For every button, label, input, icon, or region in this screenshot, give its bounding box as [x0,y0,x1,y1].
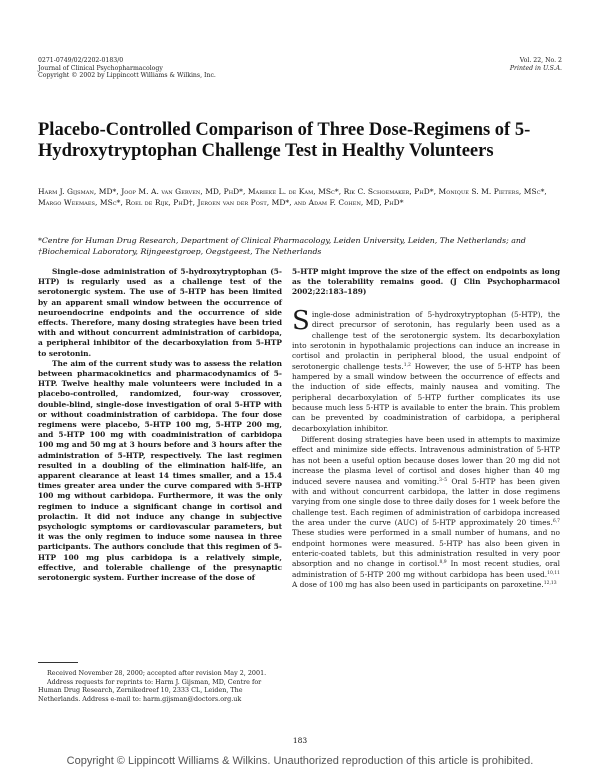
journal-code: 0271-0749/02/2202-0183/0 [38,57,124,64]
affiliations: *Centre for Human Drug Research, Department of Clinical Pharmacology, Leiden University, Leiden, The Netherlands; and †Biochemical Laboratory, Rijngeestgroep, Oegstgeest, The Netherlands [38,236,526,257]
body-text [292,306,561,591]
abstract-paragraph-1: Single-dose administration of 5-hydroxytryptophan (5-HTP) is regularly used as a challenge test of the serotonergic system. The use of 5-HTP has been limited by an apparent small window between the occurrence of neuroendocrine endpoints and the occurrence of side effects. Therefore, many dosing strategies have been tried with and without concurrent administration of carbidopa, a peripheral inhibitor of the decarboxylation from 5-HTP to serotonin. [38,267,282,358]
journal-header-right [510,57,562,72]
citation: 6,7 [552,518,560,524]
drop-cap: S [292,306,310,336]
copyright-notice: Copyright © Lippincott Williams & Wilkins. Unauthorized reproduction of this article is prohibited. [66,755,534,767]
journal-copyright: Copyright © 2002 by Lippincott Williams & Wilkins, Inc. [38,72,216,80]
citation: 12,13 [543,580,557,586]
footnote-divider [38,662,78,663]
citation: 1,2 [403,362,411,368]
journal-header-left [38,57,216,80]
printed-in: Printed in U.S.A. [509,64,562,72]
citation: 3–5 [439,477,448,483]
reprint-address: Address requests for reprints to: Harm J. Gijsman, MD, Centre for Human Drug Research, Zernikedreef 10, 2333 CL, Leiden, The Netherlands. Address e-mail to: harm.gijsman@doctors.org.uk [38,677,262,703]
footnote [38,669,282,703]
abstract-continuation: 5-HTP might improve the size of the effect on endpoints as long as the tolerability remains good. (J Clin Psychopharmacol 2002;22:183–189) [292,267,560,297]
journal-name: Journal of Clinical Psychopharmacology [38,64,163,72]
citation: 10,11 [547,570,560,576]
body-paragraph-2: Different dosing strategies have been used in attempts to maximize effect and minimize side effects. Intravenous administration of 5-HTP has not been a useful option because doses lower than 20 mg did not increase the plasma level of cortisol and doses higher than 40 mg induced severe nausea and vomiting.$^{3-5}$ Oral 5-HTP has been given with and without concurrent carbidopa, the latter in dose regimens varying from one single dose to three daily doses for 1 week before the challenge test. Each regimen of administration of carbidopa increased the area under the curve (AUC) of 5-HTP approximately 20 times.$^{6,7}$ These studies were performed in a small number of humans, and no endpoint hormones were measured. 5-HTP has also been given in enteric-coated tablets, but this administration resulted in very poor absorption and no change in cortisol.$^{8,9}$ In most recent studies, oral administration of 5-HTP 200 mg without carbidopa has been used.$^{10,11}$ A dose of 100 mg has also been used in participants on paroxetine.$^{12,13}$ [292,435,561,589]
abstract [38,267,282,583]
body-paragraph-1: Single-dose administration of 5-hydroxytryptophan (5-HTP), the direct precursor of serotonin, has regularly been used as a challenge test of the serotonergic system. Its decarboxylation into serotonin in hypothalamic projections can induce an increase in cortisol and prolactin in peripheral blood, the usual endpoint of serotonergic challenge tests.$^{1,2}$ However, the use of 5-HTP has been hampered by a small window between the occurrence of effects and the induction of side effects, mainly nausea and vomiting. The peripheral decarboxylation of 5-HTP further complicates its use because much less 5-HTP is available to enter the brain. This problem can be prevented by coadministration of carbidopa, a peripheral decarboxylation inhibitor. [292,306,561,433]
received-date: Received November 28, 2000; accepted after revision May 2, 2001. [47,669,267,677]
page-number: 183 [292,736,308,745]
journal-volume: Vol. 22, No. 2 [519,57,562,64]
citation: 8,9 [439,560,447,566]
abstract-paragraph-2: The aim of the current study was to assess the relation between pharmacokinetics and pharmacodynamics of 5-HTP. Twelve healthy male volunteers were included in a placebo-controlled, randomized, four-way crossover, double-blind, single-dose investigation of oral 5-HTP with or without coadministration of carbidopa. The four dose regimens were placebo, 5-HTP 100 mg, 5-HTP 200 mg, and 5-HTP 100 mg with coadministration of carbidopa 100 mg and 50 mg at 3 hours before and 3 hours after the administration of 5-HTP, respectively. The last regimen resulted in a doubling of the elimination half-life, an apparent clearance at least 14 times smaller, and a 15.4 times greater area under the curve compared with 5-HTP 100 mg without carbidopa. Furthermore, it was the only regimen to induce a significant change in cortisol and prolactin. It did not induce any change in subjective psychologic symptoms or cardiovascular parameters, but it was the only regimen to induce some nausea in three participants. The authors conclude that this regimen of 5-HTP 100 mg plus carbidopa is a relatively simple, effective, and tolerable challenge of the presynaptic serotonergic system. Further increase of the dose of [38,358,282,583]
author-list: Harm J. Gijsman, MD*, Joop M. A. van Gerven, MD, PhD*, Marieke L. de Kam, MSc*, Rik C. Schoemaker, PhD*, Monique S. M. Pieters, MSc*, Margo Weemaes, MSc*, Roel de Rijk, PhD†, Jeroen van der Post, MD*, and Adam F. Cohen, MD, PhD* [38,187,547,208]
article-title: Placebo-Controlled Comparison of Three Dose-Regimens of 5-Hydroxytryptophan Challenge Test in Healthy Volunteers [38,120,531,161]
